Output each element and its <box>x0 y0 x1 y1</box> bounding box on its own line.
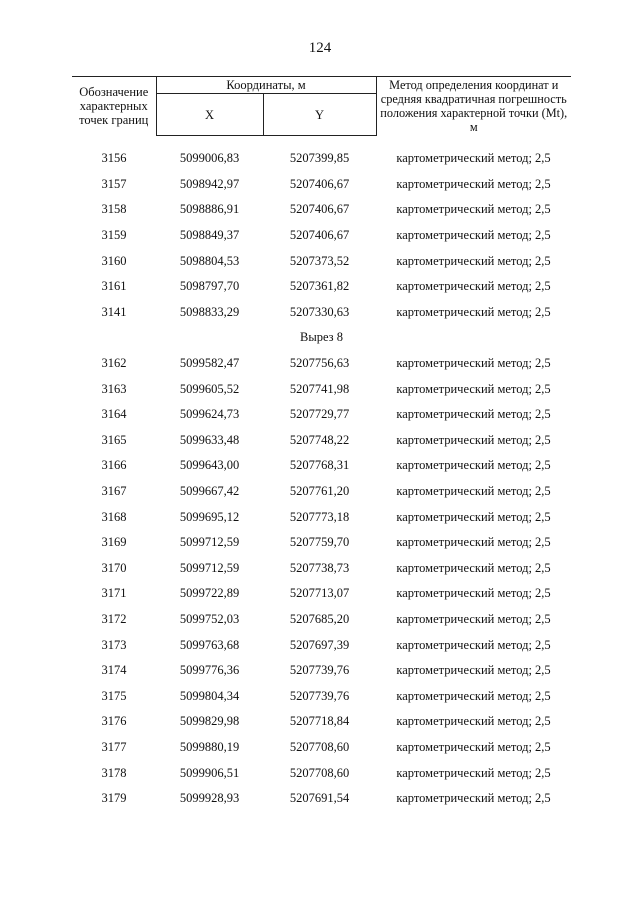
point-id-cell: 3165 <box>101 432 127 447</box>
method-cell: картометрический метод; 2,5 <box>396 279 551 294</box>
method-cell: картометрический метод; 2,5 <box>396 535 551 550</box>
x-coordinate-cell: 5099906,51 <box>179 765 240 780</box>
section-title: Вырез 8 <box>300 330 343 345</box>
y-coordinate-cell: 5207406,67 <box>289 202 350 217</box>
y-coordinate-cell: 5207756,63 <box>289 356 350 371</box>
point-id-cell: 3169 <box>101 535 127 550</box>
y-coordinate-cell: 5207373,52 <box>289 253 350 268</box>
table-row <box>72 146 571 172</box>
y-coordinate-cell: 5207697,39 <box>289 637 350 652</box>
point-id-cell: 3179 <box>101 791 127 806</box>
table-row <box>72 402 571 428</box>
x-coordinate-cell: 5099804,34 <box>179 688 240 703</box>
header-coordinates: Координаты, м <box>156 77 376 94</box>
table-row <box>72 453 571 479</box>
x-coordinate-cell: 5099712,59 <box>179 560 240 575</box>
y-coordinate-cell: 5207406,67 <box>289 176 350 191</box>
method-cell: картометрический метод; 2,5 <box>396 509 551 524</box>
page-number: 124 <box>308 40 332 56</box>
point-id-cell: 3177 <box>101 739 127 754</box>
x-coordinate-cell: 5099624,73 <box>179 407 240 422</box>
point-id-cell: 3176 <box>101 714 127 729</box>
header-method: Метод определения координат и средняя квадратичная погрешность положения характерной точки (Mt), м <box>376 77 571 136</box>
y-coordinate-cell: 5207713,07 <box>289 586 350 601</box>
table-row <box>72 581 571 607</box>
x-coordinate-cell: 5099582,47 <box>179 356 240 371</box>
point-id-cell: 3175 <box>101 688 127 703</box>
point-id-cell: 3164 <box>101 407 127 422</box>
method-cell: картометрический метод; 2,5 <box>396 304 551 319</box>
y-coordinate-cell: 5207399,85 <box>289 151 350 166</box>
table-row <box>72 658 571 684</box>
method-cell: картометрический метод; 2,5 <box>396 739 551 754</box>
x-coordinate-cell: 5099880,19 <box>179 739 240 754</box>
method-cell: картометрический метод; 2,5 <box>396 432 551 447</box>
table-row <box>72 428 571 454</box>
y-coordinate-cell: 5207738,73 <box>289 560 350 575</box>
x-coordinate-cell: 5098849,37 <box>179 228 240 243</box>
y-coordinate-cell: 5207708,60 <box>289 765 350 780</box>
point-id-cell: 3174 <box>101 663 127 678</box>
x-coordinate-cell: 5098797,70 <box>179 279 240 294</box>
y-coordinate-cell: 5207718,84 <box>289 714 350 729</box>
y-coordinate-cell: 5207361,82 <box>289 279 350 294</box>
method-cell: картометрический метод; 2,5 <box>396 663 551 678</box>
table-row <box>72 632 571 658</box>
y-coordinate-cell: 5207406,67 <box>289 228 350 243</box>
point-id-cell: 3159 <box>101 228 127 243</box>
method-cell: картометрический метод; 2,5 <box>396 253 551 268</box>
x-coordinate-cell: 5098833,29 <box>179 304 240 319</box>
method-cell: картометрический метод; 2,5 <box>396 356 551 371</box>
x-coordinate-cell: 5098942,97 <box>179 176 240 191</box>
y-coordinate-cell: 5207741,98 <box>289 381 350 396</box>
header-y: Y <box>263 94 376 136</box>
method-cell: картометрический метод; 2,5 <box>396 381 551 396</box>
table-row <box>72 530 571 556</box>
point-id-cell: 3158 <box>101 202 127 217</box>
x-coordinate-cell: 5099605,52 <box>179 381 240 396</box>
x-coordinate-cell: 5099695,12 <box>179 509 240 524</box>
y-coordinate-cell: 5207685,20 <box>289 611 350 626</box>
y-coordinate-cell: 5207739,76 <box>289 688 350 703</box>
point-id-cell: 3157 <box>101 176 127 191</box>
table-row <box>72 504 571 530</box>
y-coordinate-cell: 5207330,63 <box>289 304 350 319</box>
method-cell: картометрический метод; 2,5 <box>396 791 551 806</box>
method-cell: картометрический метод; 2,5 <box>396 688 551 703</box>
y-coordinate-cell: 5207691,54 <box>289 791 350 806</box>
y-coordinate-cell: 5207759,70 <box>289 535 350 550</box>
point-id-cell: 3163 <box>101 381 127 396</box>
point-id-cell: 3173 <box>101 637 127 652</box>
table-row <box>72 479 571 505</box>
x-coordinate-cell: 5098886,91 <box>179 202 240 217</box>
method-cell: картометрический метод; 2,5 <box>396 586 551 601</box>
x-coordinate-cell: 5099006,83 <box>179 151 240 166</box>
table-row <box>72 683 571 709</box>
table-row <box>72 300 571 326</box>
method-cell: картометрический метод; 2,5 <box>396 458 551 473</box>
point-id-cell: 3156 <box>101 151 127 166</box>
method-cell: картометрический метод; 2,5 <box>396 151 551 166</box>
x-coordinate-cell: 5099763,68 <box>179 637 240 652</box>
point-id-cell: 3178 <box>101 765 127 780</box>
x-coordinate-cell: 5098804,53 <box>179 253 240 268</box>
table-row <box>72 786 571 812</box>
method-cell: картометрический метод; 2,5 <box>396 407 551 422</box>
y-coordinate-cell: 5207768,31 <box>289 458 350 473</box>
method-cell: картометрический метод; 2,5 <box>396 765 551 780</box>
table-row <box>72 274 571 300</box>
y-coordinate-cell: 5207729,77 <box>289 407 350 422</box>
method-cell: картометрический метод; 2,5 <box>396 714 551 729</box>
x-coordinate-cell: 5099722,89 <box>179 586 240 601</box>
table-row <box>72 709 571 735</box>
header-point-label: Обозначение характерных точек границ <box>72 77 156 136</box>
table-row <box>72 607 571 633</box>
method-cell: картометрический метод; 2,5 <box>396 202 551 217</box>
point-id-cell: 3171 <box>101 586 127 601</box>
table-row <box>72 376 571 402</box>
x-coordinate-cell: 5099712,59 <box>179 535 240 550</box>
point-id-cell: 3166 <box>101 458 127 473</box>
table-header <box>72 77 571 136</box>
x-coordinate-cell: 5099776,36 <box>179 663 240 678</box>
point-id-cell: 3172 <box>101 611 127 626</box>
table-row <box>72 351 571 377</box>
y-coordinate-cell: 5207748,22 <box>289 432 350 447</box>
method-cell: картометрический метод; 2,5 <box>396 637 551 652</box>
header-x: X <box>156 94 263 136</box>
x-coordinate-cell: 5099633,48 <box>179 432 240 447</box>
coordinates-table <box>72 76 571 811</box>
x-coordinate-cell: 5099643,00 <box>179 458 240 473</box>
table-row <box>72 172 571 198</box>
y-coordinate-cell: 5207739,76 <box>289 663 350 678</box>
x-coordinate-cell: 5099667,42 <box>179 484 240 499</box>
table-row <box>72 760 571 786</box>
method-cell: картометрический метод; 2,5 <box>396 611 551 626</box>
table-row <box>72 735 571 761</box>
method-cell: картометрический метод; 2,5 <box>396 484 551 499</box>
method-cell: картометрический метод; 2,5 <box>396 560 551 575</box>
method-cell: картометрический метод; 2,5 <box>396 176 551 191</box>
point-id-cell: 3161 <box>101 279 127 294</box>
table-body <box>72 136 571 812</box>
table-row <box>72 223 571 249</box>
table-row <box>72 197 571 223</box>
x-coordinate-cell: 5099752,03 <box>179 611 240 626</box>
y-coordinate-cell: 5207773,18 <box>289 509 350 524</box>
method-cell: картометрический метод; 2,5 <box>396 228 551 243</box>
table-row <box>72 248 571 274</box>
point-id-cell: 3168 <box>101 509 127 524</box>
point-id-cell: 3162 <box>101 356 127 371</box>
point-id-cell: 3160 <box>101 253 127 268</box>
y-coordinate-cell: 5207761,20 <box>289 484 350 499</box>
x-coordinate-cell: 5099928,93 <box>179 791 240 806</box>
point-id-cell: 3167 <box>101 484 127 499</box>
point-id-cell: 3170 <box>101 560 127 575</box>
section-row <box>72 325 571 351</box>
table-row <box>72 556 571 582</box>
y-coordinate-cell: 5207708,60 <box>289 739 350 754</box>
point-id-cell: 3141 <box>101 304 127 319</box>
x-coordinate-cell: 5099829,98 <box>179 714 240 729</box>
